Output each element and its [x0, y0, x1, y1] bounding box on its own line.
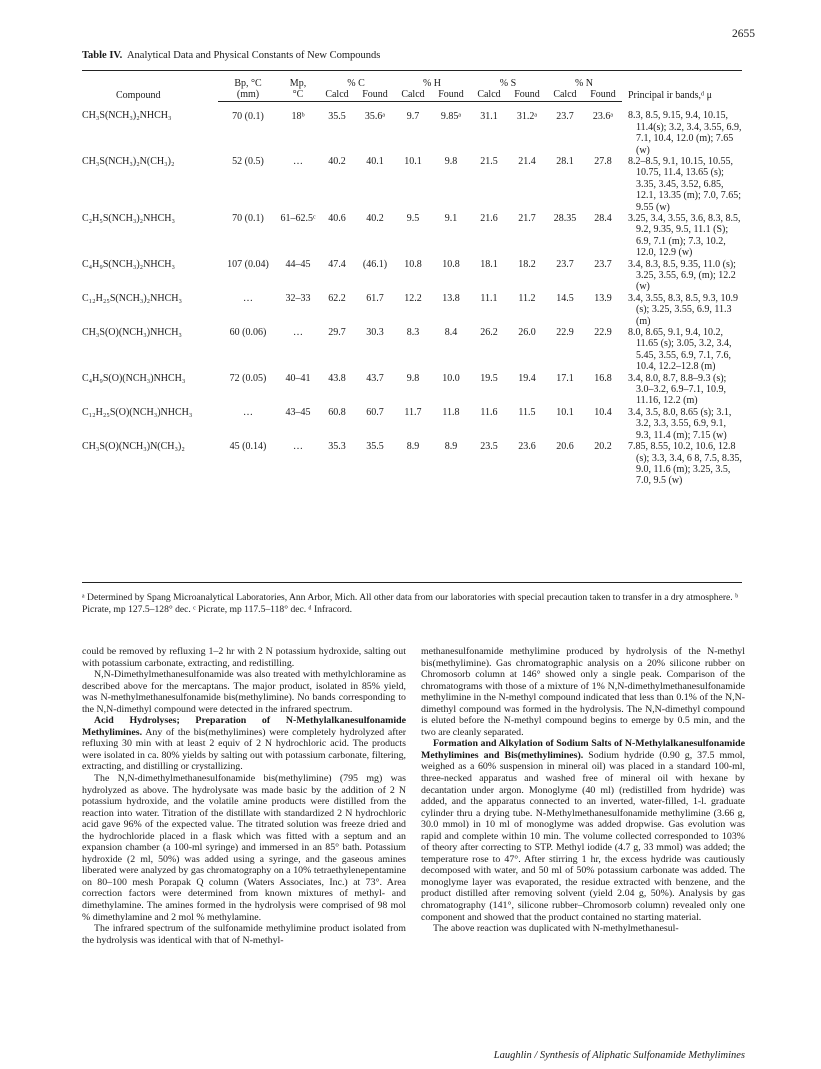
cell-s-found: 19.4: [518, 372, 536, 384]
cell-s-calcd: 11.6: [480, 406, 498, 418]
ir-bands-text: 8.3, 8.5, 9.15, 9.4, 10.15, 11.4(s); 3.2, 3.4, 3.55, 6.9, 7.1, 10.4, 12.0 (m); 7.65 (w): [628, 110, 742, 156]
cell-h-calcd: 11.7: [404, 406, 422, 418]
cell-ir: [622, 441, 742, 487]
left-paragraph-3-body: Any of the bis(methylimines) were completely hydrolyzed after refluxing 30 min with at least 2 equiv of 2 N hydrochloric acid. The products were isolated in ca. 80% yields by salting out with potassium carbonate, filtering, extracting, and distilling or crystallizing.: [82, 726, 406, 773]
cell-ir: [622, 407, 742, 441]
cell-h-calcd: 8.3: [406, 327, 420, 339]
cell-n-calcd: 23.7: [556, 110, 574, 122]
table-row: [82, 293, 742, 327]
cell-h-found: 8.4: [444, 327, 458, 339]
table-row: [82, 327, 742, 373]
header-bp-unit: (mm): [218, 89, 278, 101]
cell-c-found: 35.6ᵃ: [364, 110, 386, 122]
cell-compound: C₂H₅S(NCH₃)₂NHCH₃: [82, 212, 175, 224]
cell-c-calcd: 47.4: [328, 258, 346, 270]
cell-mp: …: [293, 155, 303, 167]
cell-n-found: 10.4: [594, 406, 612, 418]
cell-c-calcd: 43.8: [328, 372, 346, 384]
cell-s-found: 21.7: [518, 212, 536, 224]
table-row: [82, 156, 742, 213]
cell-n-found: 23.6ᵃ: [592, 110, 614, 122]
header-ir: Principal ir bands,ᵈ μ: [628, 89, 713, 101]
cell-c-found: 60.7: [366, 406, 384, 418]
cell-mp: …: [293, 327, 303, 339]
cell-mp: 32–33: [285, 292, 311, 304]
ir-bands-text: 3.25, 3.4, 3.55, 3.6, 8.3, 8.5, 9.2, 9.35, 9.5, 11.1 (S); 6.9, 7.1 (m); 7.3, 10.2, 12.0, 12.9 (w): [628, 212, 741, 259]
cell-n-calcd: 22.9: [556, 327, 574, 339]
header-n-found: Found: [584, 89, 622, 101]
table-label: Table IV.: [82, 50, 123, 61]
cell-s-found: 31.2ᵃ: [516, 110, 538, 122]
cell-mp: 18ᵇ: [291, 110, 305, 122]
table-row: [82, 259, 742, 293]
cell-s-calcd: 31.1: [480, 110, 498, 122]
cell-ir: [622, 327, 742, 373]
cell-s-found: 26.0: [518, 327, 536, 339]
right-text-column: [421, 646, 745, 935]
cell-compound: C₄H₉S(NCH₃)₂NHCH₃: [82, 258, 175, 270]
header-pct-n: % N: [574, 78, 594, 89]
cell-h-calcd: 10.8: [404, 258, 422, 270]
table-row: [82, 441, 742, 487]
cell-c-calcd: 60.8: [328, 406, 346, 418]
cell-n-calcd: 28.35: [553, 212, 577, 224]
cell-h-calcd: 9.7: [406, 110, 420, 122]
cell-compound: C₁₂H₂₅S(O)(NCH₃)NHCH₃: [82, 406, 193, 418]
header-pct-s: % S: [499, 78, 517, 89]
table-row: [82, 373, 742, 407]
cell-c-calcd: 62.2: [328, 292, 346, 304]
left-paragraph-1: could be removed by refluxing 1–2 hr with 2 N potassium hydroxide, salting out with potassium carbonate, extracting, and redistilling.: [82, 646, 406, 669]
cell-mp: 44–45: [285, 258, 311, 270]
ir-bands-text: 8.0, 8.65, 9.1, 9.4, 10.2, 11.65 (s); 3.05, 3.2, 3.4, 5.45, 3.55, 6.9, 7.1, 7.6, 10.4, 12.2–12.8 (m): [628, 327, 732, 373]
cell-n-calcd: 23.7: [556, 258, 574, 270]
header-s-calcd: Calcd: [470, 89, 508, 101]
ir-bands-text: 8.2–8.5, 9.1, 10.15, 10.55, 10.75, 11.4, 13.65 (s); 3.35, 3.45, 3.52, 6.85, 12.1, 13.35 (m); 7.0, 7.65; 9.55 (w): [628, 155, 741, 213]
header-n-calcd: Calcd: [546, 89, 584, 101]
cell-s-calcd: 18.1: [480, 258, 498, 270]
cell-n-calcd: 10.1: [556, 406, 574, 418]
table-footnotes: ᵃ Determined by Spang Microanalytical Laboratories, Ann Arbor, Mich. All other data from our laboratories with special precaution taken to transfer in a dry atmosphere. ᵇ Picrate, mp 127.5–128° dec. ᶜ Picrate, mp 117.5–118° dec. ᵈ Infracord.: [82, 592, 739, 615]
cell-ir: [622, 293, 742, 327]
cell-bp: 70 (0.1): [232, 110, 264, 122]
cell-n-found: 20.2: [594, 441, 612, 453]
cell-h-found: 10.8: [442, 258, 460, 270]
section-heading-sodium-salts: Formation and Alkylation of Sodium Salts of N-Methylalkanesulfonamide Methylimines and Bis(methylimines).: [421, 738, 745, 761]
cell-n-calcd: 20.6: [556, 441, 574, 453]
header-h-calcd: Calcd: [394, 89, 432, 101]
cell-n-found: 28.4: [594, 212, 612, 224]
cell-ir: [622, 259, 742, 293]
cell-s-calcd: 11.1: [480, 292, 498, 304]
cell-ir: [622, 156, 742, 213]
cell-n-calcd: 28.1: [556, 155, 574, 167]
cell-s-found: 21.4: [518, 155, 536, 167]
cell-bp: …: [243, 292, 253, 304]
cell-h-found: 10.0: [442, 372, 460, 384]
header-h-found: Found: [432, 89, 470, 101]
left-paragraph-2: N,N-Dimethylmethanesulfonamide was also treated with methylchloramine as described above for the mercaptans. The major product, isolated in 85% yield, was N-methylmethanesulfonamide bis(methylimine). No bands corresponding to the N,N-dimethyl compound were detected in the infrared spectrum.: [82, 669, 406, 715]
cell-c-found: 30.3: [366, 327, 384, 339]
cell-c-calcd: 35.5: [328, 110, 346, 122]
cell-bp: 70 (0.1): [232, 212, 264, 224]
section-heading-acid-hydrolyses: Acid Hydrolyses; Preparation of N-Methylalkanesulfonamide Methylimines.: [82, 715, 406, 738]
ir-bands-text: 7.85, 8.55, 10.2, 10.6, 12.8 (s); 3.3, 3.4, 6 8, 7.5, 8.35, 9.0, 11.6 (m); 3.25, 3.5, 7.0, 9.5 (w): [628, 441, 742, 487]
cell-n-found: 22.9: [594, 327, 612, 339]
right-paragraph-2: [421, 738, 745, 923]
cell-n-found: 16.8: [594, 372, 612, 384]
ir-bands-text: 3.4, 8.0, 8.7, 8.8–9.3 (s); 3.0–3.2, 6.9–7.1, 10.9, 11.16, 12.2 (m): [628, 372, 727, 407]
cell-bp: 60 (0.06): [229, 327, 267, 339]
ir-bands-text: 3.4, 8.3, 8.5, 9.35, 11.0 (s); 3.25, 3.55, 6.9, (m); 12.2 (w): [628, 258, 736, 293]
header-compound: Compound: [116, 89, 161, 101]
table-row: [82, 101, 742, 156]
cell-h-calcd: 9.5: [406, 212, 420, 224]
cell-mp: 61–62.5ᶜ: [280, 212, 316, 224]
cell-mp: 40–41: [285, 372, 311, 384]
cell-c-calcd: 40.2: [328, 155, 346, 167]
left-paragraph-4: The N,N-dimethylmethanesulfonamide bis(methylimine) (795 mg) was hydrolyzed as above. The hydrolysate was made basic by the addition of 2 N potassium hydroxide, and the volatile amine products were distilled from the reaction into water. Titration of the distillate with standardized 2 N hydrochloric acid gave 96% of the expected value. The titrated solution was freeze dried and the hydrochloride placed in a flask which was fitted with a septum and an expansion chamber (a 100-ml syringe) and immersed in an 85° bath. Potassium hydroxide (2 ml, 50%) was added using a syringe, and the gaseous amines liberated were analyzed by gas chromatography on a 10% tetraethylenepentamine on 80–100 mesh Porapak Q column (Waters Associates, Inc.) at 73°. Area correction factors were determined from known mixtures of methyl- and dimethylamine. The amines formed in the hydrolysis were comprised of 98 mol % dimethylamine and 2 mol % methylamine.: [82, 773, 406, 923]
cell-s-calcd: 21.5: [480, 155, 498, 167]
header-c-calcd: Calcd: [318, 89, 356, 101]
cell-s-calcd: 23.5: [480, 441, 498, 453]
cell-n-found: 23.7: [594, 258, 612, 270]
cell-s-found: 11.5: [518, 406, 536, 418]
cell-c-calcd: 40.6: [328, 212, 346, 224]
cell-ir: [622, 213, 742, 259]
cell-h-found: 9.8: [444, 155, 458, 167]
running-footer: Laughlin / Synthesis of Aliphatic Sulfonamide Methylimines: [493, 1050, 745, 1061]
cell-n-calcd: 17.1: [556, 372, 574, 384]
cell-compound: CH₃S(O)(NCH₃)NHCH₃: [82, 327, 182, 339]
left-text-column: [82, 646, 406, 946]
right-paragraph-2-body: Sodium hydride (0.90 g, 37.5 mmol, weighed as a 60% suspension in mineral oil) was placed in a standard 100-ml, three-necked apparatus and washed free of mineral oil with hexane by decantation under argon. Monoglyme (40 ml) (redistilled from hydride) was added, and the apparatus connected to an inverted, water-filled, 1-l. graduate cylinder thru a drying tube. N-Methylmethanesulfonamide methylimine (3.66 g, 30.0 mmol) in 10 ml of monoglyme was added dropwise. Gas evolution was rapid and complete within 10 min. The volume collected corresponded to 103% of theory after correcting to STP. Methyl iodide (4.7 g, 33 mmol) was added; the temperature rose to 47°. After stirring 1 hr, the excess hydride was cautiously decomposed with water, and 50 ml of 50% potassium carbonate was added. The monoglyme layer was evaporated, the residue extracted with benzene, and the product distilled after removing solvent (yield 2.04 g, 50%). Analysis by gas chromatography (141°, silicone rubber–Chromosorb column) revealed only one component and showed that the product contained no starting material.: [421, 749, 745, 923]
left-paragraph-5: The infrared spectrum of the sulfonamide methylimine product isolated from the hydrolysis was identical with that of N-methyl-: [82, 923, 406, 946]
cell-ir: [622, 373, 742, 407]
header-pct-h: % H: [422, 78, 442, 89]
table-row: [82, 407, 742, 441]
header-s-found: Found: [508, 89, 546, 101]
cell-bp: 52 (0.5): [232, 155, 264, 167]
cell-c-found: 35.5: [366, 441, 384, 453]
cell-mp: …: [293, 441, 303, 453]
cell-h-calcd: 12.2: [404, 292, 422, 304]
cell-n-found: 27.8: [594, 155, 612, 167]
cell-n-found: 13.9: [594, 292, 612, 304]
cell-n-calcd: 14.5: [556, 292, 574, 304]
cell-s-found: 23.6: [518, 441, 536, 453]
cell-h-calcd: 8.9: [406, 441, 420, 453]
cell-h-found: 9.1: [444, 212, 458, 224]
cell-h-found: 8.9: [444, 441, 458, 453]
header-mp: Mp,: [289, 78, 307, 89]
cell-compound: CH₃S(NCH₃)₂NHCH₃: [82, 110, 172, 122]
cell-compound: CH₃S(NCH₃)₂N(CH₃)₂: [82, 155, 175, 167]
header-c-found: Found: [356, 89, 394, 101]
cell-c-found: 43.7: [366, 372, 384, 384]
left-paragraph-3: [82, 715, 406, 773]
cell-s-calcd: 26.2: [480, 327, 498, 339]
ir-bands-text: 3.4, 3.55, 8.3, 8.5, 9.3, 10.9 (s); 3.25, 3.55, 6.9, 11.3 (m): [628, 292, 738, 327]
cell-c-calcd: 35.3: [328, 441, 346, 453]
right-paragraph-1: methanesulfonamide methylimine produced by hydrolysis of the N-methyl bis(methylimine). Gas chromatographic analysis on a 20% silicone rubber on Chromosorb column at 146° showed only a single peak. Comparison of the chromatograms with those of a mixture of 1% N,N-dimethylmethanesulfonamide methylimine in the N-methyl compound indicated that less than 0.1% of the N,N-dimethyl compound was formed in the hydrolysis. The N,N-dimethyl compound is eluted before the N-methyl compound begins to emerge by 0.5 min, and the two are cleanly separated.: [421, 646, 745, 738]
ir-bands-text: 3.4, 3.5, 8.0, 8.65 (s); 3.1, 3.2, 3.3, 3.55, 6.9, 9.1, 9.3, 11.4 (m); 7.15 (w): [628, 406, 732, 441]
header-mp-unit: °C: [278, 89, 318, 101]
header-bp: Bp, °C: [234, 78, 262, 89]
cell-c-found: 61.7: [366, 292, 384, 304]
cell-mp: 43–45: [285, 406, 311, 418]
cell-bp: 107 (0.04): [227, 258, 269, 270]
cell-compound: C₄H₉S(O)(NCH₃)NHCH₃: [82, 372, 186, 384]
analytical-data-table: [82, 78, 742, 487]
cell-c-found: (46.1): [362, 258, 388, 270]
cell-s-found: 11.2: [518, 292, 536, 304]
cell-compound: CH₃S(O)(NCH₃)N(CH₃)₂: [82, 441, 185, 453]
table-title: Analytical Data and Physical Constants of New Compounds: [126, 50, 381, 61]
header-pct-c: % C: [347, 78, 365, 89]
right-paragraph-3: The above reaction was duplicated with N-methylmethanesul-: [433, 923, 679, 935]
cell-s-found: 18.2: [518, 258, 536, 270]
cell-h-calcd: 10.1: [404, 155, 422, 167]
cell-compound: C₁₂H₂₅S(NCH₃)₂NHCH₃: [82, 292, 182, 304]
cell-h-calcd: 9.8: [406, 372, 420, 384]
cell-s-calcd: 21.6: [480, 212, 498, 224]
cell-h-found: 13.8: [442, 292, 460, 304]
cell-c-found: 40.2: [366, 212, 384, 224]
page-number: 2655: [732, 28, 755, 40]
table-bottom-rule: [82, 582, 742, 583]
cell-bp: 72 (0.05): [229, 372, 267, 384]
cell-s-calcd: 19.5: [480, 372, 498, 384]
table-body: [82, 101, 742, 486]
cell-c-found: 40.1: [366, 155, 384, 167]
cell-h-found: 11.8: [442, 406, 460, 418]
cell-h-found: 9.85ᵃ: [440, 110, 462, 122]
cell-bp: 45 (0.14): [229, 441, 267, 453]
cell-c-calcd: 29.7: [328, 327, 346, 339]
table-top-rule: [82, 70, 742, 71]
cell-bp: …: [243, 406, 253, 418]
table-row: [82, 213, 742, 259]
cell-ir: [622, 101, 742, 156]
table-caption: [82, 50, 380, 61]
